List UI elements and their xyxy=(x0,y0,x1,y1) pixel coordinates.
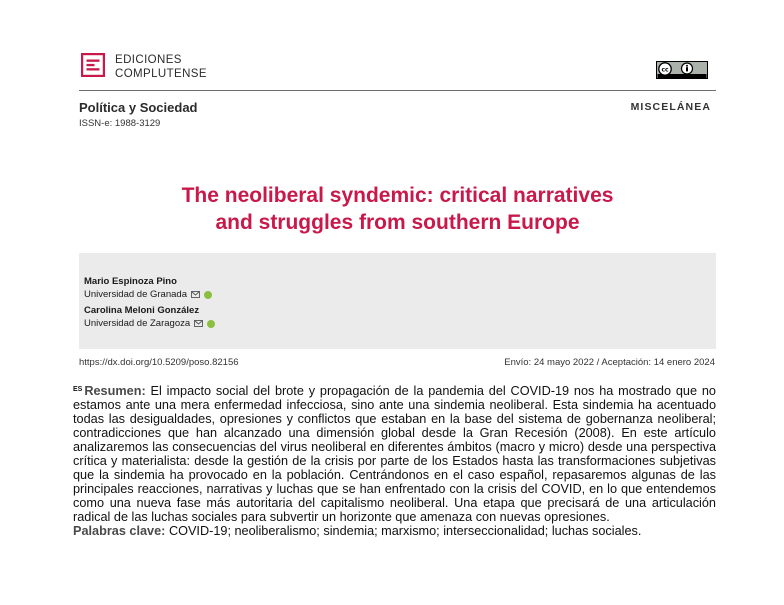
affiliation-text: Universidad de Zaragoza xyxy=(84,318,191,329)
orcid-icon[interactable] xyxy=(207,320,215,328)
publisher-name-line1: EDICIONES xyxy=(115,54,182,66)
author-affiliation xyxy=(84,318,215,329)
submission-dates: Envío: 24 mayo 2022 / Aceptación: 14 enero 2024 xyxy=(504,357,715,368)
author-name: Carolina Meloni González xyxy=(84,305,200,316)
affiliation-text: Universidad de Granada xyxy=(84,289,187,300)
orcid-icon[interactable] xyxy=(204,291,212,299)
mail-icon[interactable] xyxy=(191,291,200,298)
keywords-label: Palabras clave: xyxy=(73,524,166,539)
keywords-text: COVID-19; neoliberalismo; sindemia; marxismo; interseccionalidad; luchas sociales. xyxy=(168,524,642,539)
article-title-line1: The neoliberal syndemic: critical narratives xyxy=(181,184,614,207)
abstract-text: El impacto social del brote y propagación de la pandemia del COVID-19 nos ha mostrado que no estamos ante una mera enfermedad infecciosa, sino ante una sindemia neoliberal. Esta sindemia ha acentuado todas las desigualdades, opresiones y conflictos que estaban en la base del sistema de gobernanza neoliberal; contradicciones que han alcanzado una dimensión global desde la Gran Recesión (2008). En este artículo analizaremos las consecuencias del virus neoliberal en diferentes ámbitos (macro y micro) desde una perspectiva crítica y materialista: desde la gestión de la crisis por parte de los Estados hasta las transformaciones subjetivas que la sindemia ha provocado en la población. Centrándonos en el caso español, repasaremos algunas de las principales reacciones, narrativas y luchas que se han enfrentado con la crisis del COVID, en lo que entendemos como una nueva fase más autoritaria del capitalismo neoliberal. Una etapa que precisará de una articulación radical de las luchas sociales para subvertir un horizonte que amenaza con nuevas opresiones. xyxy=(73,384,716,525)
article-title-line2: and struggles from southern Europe xyxy=(215,211,580,234)
doi-link[interactable]: https://dx.doi.org/10.5209/poso.82156 xyxy=(79,357,239,368)
author-affiliation xyxy=(84,289,212,300)
publisher-name-line2: COMPLUTENSE xyxy=(115,67,207,80)
authors-box xyxy=(79,253,716,349)
abstract-language: ES xyxy=(73,386,83,393)
abstract xyxy=(73,383,716,539)
abstract-label: Resumen: xyxy=(84,384,146,398)
author-name: Mario Espinoza Pino xyxy=(84,276,177,287)
mail-icon[interactable] xyxy=(194,320,203,327)
journal-title[interactable]: Política y Sociedad xyxy=(79,100,198,115)
section-label: MISCELÁNEA xyxy=(630,101,711,113)
header-rule xyxy=(79,90,716,91)
article-title xyxy=(79,182,716,236)
cc-by-license-icon[interactable] xyxy=(656,61,708,79)
ediciones-complutense-logo-icon xyxy=(81,53,105,77)
journal-issn: ISSN-e: 1988-3129 xyxy=(79,118,161,129)
svg-text:cc: cc xyxy=(661,66,669,74)
abstract-paragraph xyxy=(73,383,716,524)
keywords xyxy=(73,524,716,538)
publisher-name xyxy=(115,54,207,81)
